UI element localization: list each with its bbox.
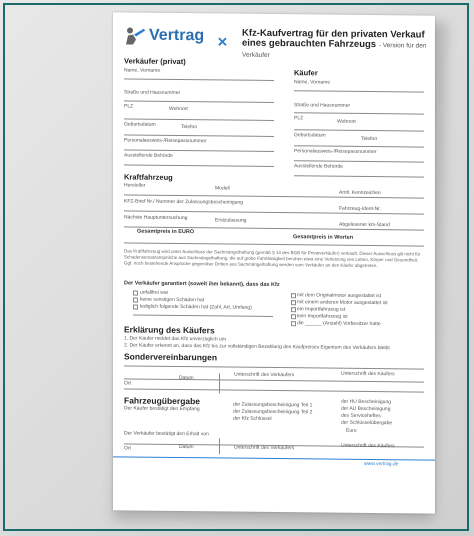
guarantee-checkbox-1[interactable] (133, 298, 138, 303)
seller-authority-line[interactable] (124, 164, 274, 167)
handover-item-1: der Zulassungsbescheinigung Teil 2 (233, 408, 313, 416)
buyer-city-label: Wohnort (337, 118, 356, 125)
footer-bar (113, 456, 435, 460)
guarantee-checkbox-2[interactable] (133, 305, 138, 310)
guarantee-left-1: keine sonstigen Schäden hat (140, 296, 205, 304)
sign2-buyer-sig: Unterschrift des Käufers (341, 442, 395, 450)
seller-street-line[interactable] (124, 100, 274, 103)
handover-buyer-confirm: Der Käufer bestätigt den Empfang (124, 405, 200, 413)
handover-right-3: der Schlüsselübergabe (341, 419, 393, 427)
guarantee-checkbox-0[interactable] (133, 291, 138, 296)
declaration-heading: Erklärung des Käufers (124, 324, 215, 336)
vehicle-km-label: Abgelesener km-Stand (339, 221, 390, 229)
buyer-phone-label: Telefon (361, 135, 378, 143)
guarantee-damage-line[interactable] (133, 315, 273, 317)
seller-street-label: Straße und Hausnummer (124, 89, 181, 97)
handover-seller-confirm: Der Verkäufer bestätigt den Erhalt von (124, 430, 209, 438)
guarantee-heading: Der Verkäufer garantiert (soweit ihm bekannt), dass das Kfz (124, 280, 280, 289)
document-page (113, 12, 435, 513)
guarantee-left-0: unfallfrei war (140, 289, 169, 296)
handover-right-0: der HU Bescheinigung (341, 398, 392, 406)
seller-birth-label: Geburtsdatum (124, 121, 156, 128)
sign2-divider (219, 438, 220, 454)
price-words-label: Gesamtpreis in Worten (293, 234, 354, 241)
document-title (242, 29, 432, 63)
vehicle-firstreg-label: Erstzulassung (215, 217, 247, 224)
buyer-authority-line[interactable] (294, 175, 424, 177)
buyer-heading: Käufer (294, 68, 318, 78)
sign1-buyer-sig: Unterschrift des Käufers (341, 370, 395, 378)
sign2-place-label: Ort (124, 445, 131, 452)
guarantee-right-1: mit einem anderen Motor ausgestattet ist (297, 299, 388, 307)
declaration-item-0: 1. Der Käufer meldet das Kfz unverzüglich um (124, 335, 226, 343)
vehicle-reg-label: KFZ-Brief Nr./ Nummer der Zulassungsbescheinigung (124, 198, 243, 206)
buyer-id-line[interactable] (294, 160, 424, 162)
special-line-2[interactable] (124, 388, 424, 392)
vehicle-vin-label: Fahrzeug-Ident-Nr. (339, 205, 381, 213)
seller-plz-label: PLZ (124, 103, 134, 110)
sign1-divider (219, 373, 220, 393)
guarantee-checkbox-7[interactable] (291, 321, 296, 326)
footer-url[interactable]: www.vertrag.de (364, 460, 399, 468)
vehicle-maker-label: Hersteller (124, 182, 146, 189)
price-line[interactable] (124, 242, 424, 246)
special-heading: Sondervereinbarungen (124, 351, 218, 363)
seller-authority-label: Ausstellende Behörde (124, 152, 173, 159)
price-euro-label: Gesamtpreis in EURO (137, 228, 195, 236)
seller-id-line[interactable] (124, 149, 274, 152)
seller-birth-line[interactable] (124, 134, 274, 137)
guarantee-right-3: kein Importfahrzeug ist (297, 313, 348, 320)
handover-euro-label: Euro (346, 427, 357, 434)
buyer-street-line[interactable] (294, 112, 424, 114)
buyer-birth-line[interactable] (294, 145, 424, 147)
vehicle-plate-label: Amtl. Kennzeichen (339, 189, 381, 197)
handover-heading: Fahrzeugübergabe (124, 395, 201, 407)
vehicle-heading: Kraftfahrzeug (124, 172, 173, 182)
guarantee-checkbox-5[interactable] (291, 307, 296, 312)
guarantee-checkbox-3[interactable] (291, 293, 296, 298)
handover-item-2: der Kfz Schlüssel (233, 415, 272, 422)
x-mark: ✕ (217, 34, 228, 50)
title-main: Kfz-Kaufvertrag für den privaten Verkauf eines gebrauchten Fahrzeugs (242, 27, 425, 51)
buyer-street-label: Straße und Hausnummer (294, 102, 351, 109)
special-line-0[interactable] (124, 365, 424, 369)
seller-phone-label: Telefon (181, 124, 198, 131)
handover-right-1: der AU Bescheinigung (341, 405, 391, 413)
guarantee-right-0: mit dem Originalmotor ausgestattet ist (297, 292, 382, 300)
guarantee-right-4: die ______ (Anzahl) Vorbesitzer hatte (297, 320, 381, 328)
buyer-id-label: Personalausweis-/Reisepassnummer (294, 148, 377, 156)
guarantee-checkbox-6[interactable] (291, 314, 296, 319)
buyer-name-line[interactable] (294, 90, 424, 92)
sign2-seller-sig: Unterschrift des Verkäufers (234, 444, 295, 452)
seller-name-label: Name, Vorname (124, 67, 161, 74)
sign1-date-label: Datum (179, 375, 194, 382)
buyer-plz-line[interactable] (294, 129, 424, 131)
buyer-plz-label: PLZ (294, 115, 304, 122)
signing-person-icon (124, 25, 146, 45)
vehicle-inspection-label: Nächste Hauptuntersuchung (124, 214, 188, 222)
guarantee-left-2: lediglich folgende Schäden hat (Zahl, Art, Umfang) (140, 303, 252, 311)
sign1-seller-sig: Unterschrift des Verkäufers (234, 371, 295, 379)
vehicle-model-label: Modell (215, 185, 230, 192)
special-line-1[interactable] (124, 378, 424, 382)
liability-paragraph: Das Kraftfahrzeug wird unter Ausschluss der Sachmängelhaftung (gemäß § 14 des BGB für Privatverkäufer) verkauft. Dieser Ausschluss gilt nicht für Schadensersatzansprüche aus Sachmängelhaftung, die auf grobe Fahrlässigkeit beruhen etwa eine Verletzung von Leben, Körper und Gesundheit. Ggf. noch bestehende Ansprüche gegenüber Dritten aus Sachmängelhaftung werden vom Verkäufer an den Käufer abgetreten. (124, 248, 421, 269)
buyer-name-label: Name, Vorname (294, 79, 331, 86)
title-sub: - Version für den Verkäufer (242, 42, 427, 59)
handover-right-2: des Serviceheftes (341, 412, 381, 420)
seller-plz-line[interactable] (124, 118, 274, 121)
seller-id-label: Personalausweis-/Reisepassnummer (124, 137, 207, 145)
guarantee-checkbox-4[interactable] (291, 300, 296, 305)
declaration-item-1: 2. Der Käufer erkennt an, dass das Kfz bis zur vollständigen Bezahlung des Kaufpreises Eigentum des Verkäufers bleibt (124, 342, 390, 352)
buyer-birth-label: Geburtsdatum (294, 132, 326, 139)
buyer-authority-label: Ausstellende Behörde (294, 163, 343, 170)
guarantee-right-2: ein Importfahrzeug ist (297, 306, 346, 313)
logo-text: Vertrag (149, 26, 205, 45)
seller-city-label: Wohnort (169, 105, 188, 113)
seller-name-line[interactable] (124, 78, 274, 81)
sign2-date-label: Datum (179, 444, 194, 451)
sign1-place-label: Ort (124, 380, 131, 387)
handover-item-0: der Zulassungsbescheinigung Teil 1 (233, 401, 313, 409)
vertrag-logo (124, 25, 204, 46)
seller-heading: Verkäufer (privat) (124, 56, 186, 67)
